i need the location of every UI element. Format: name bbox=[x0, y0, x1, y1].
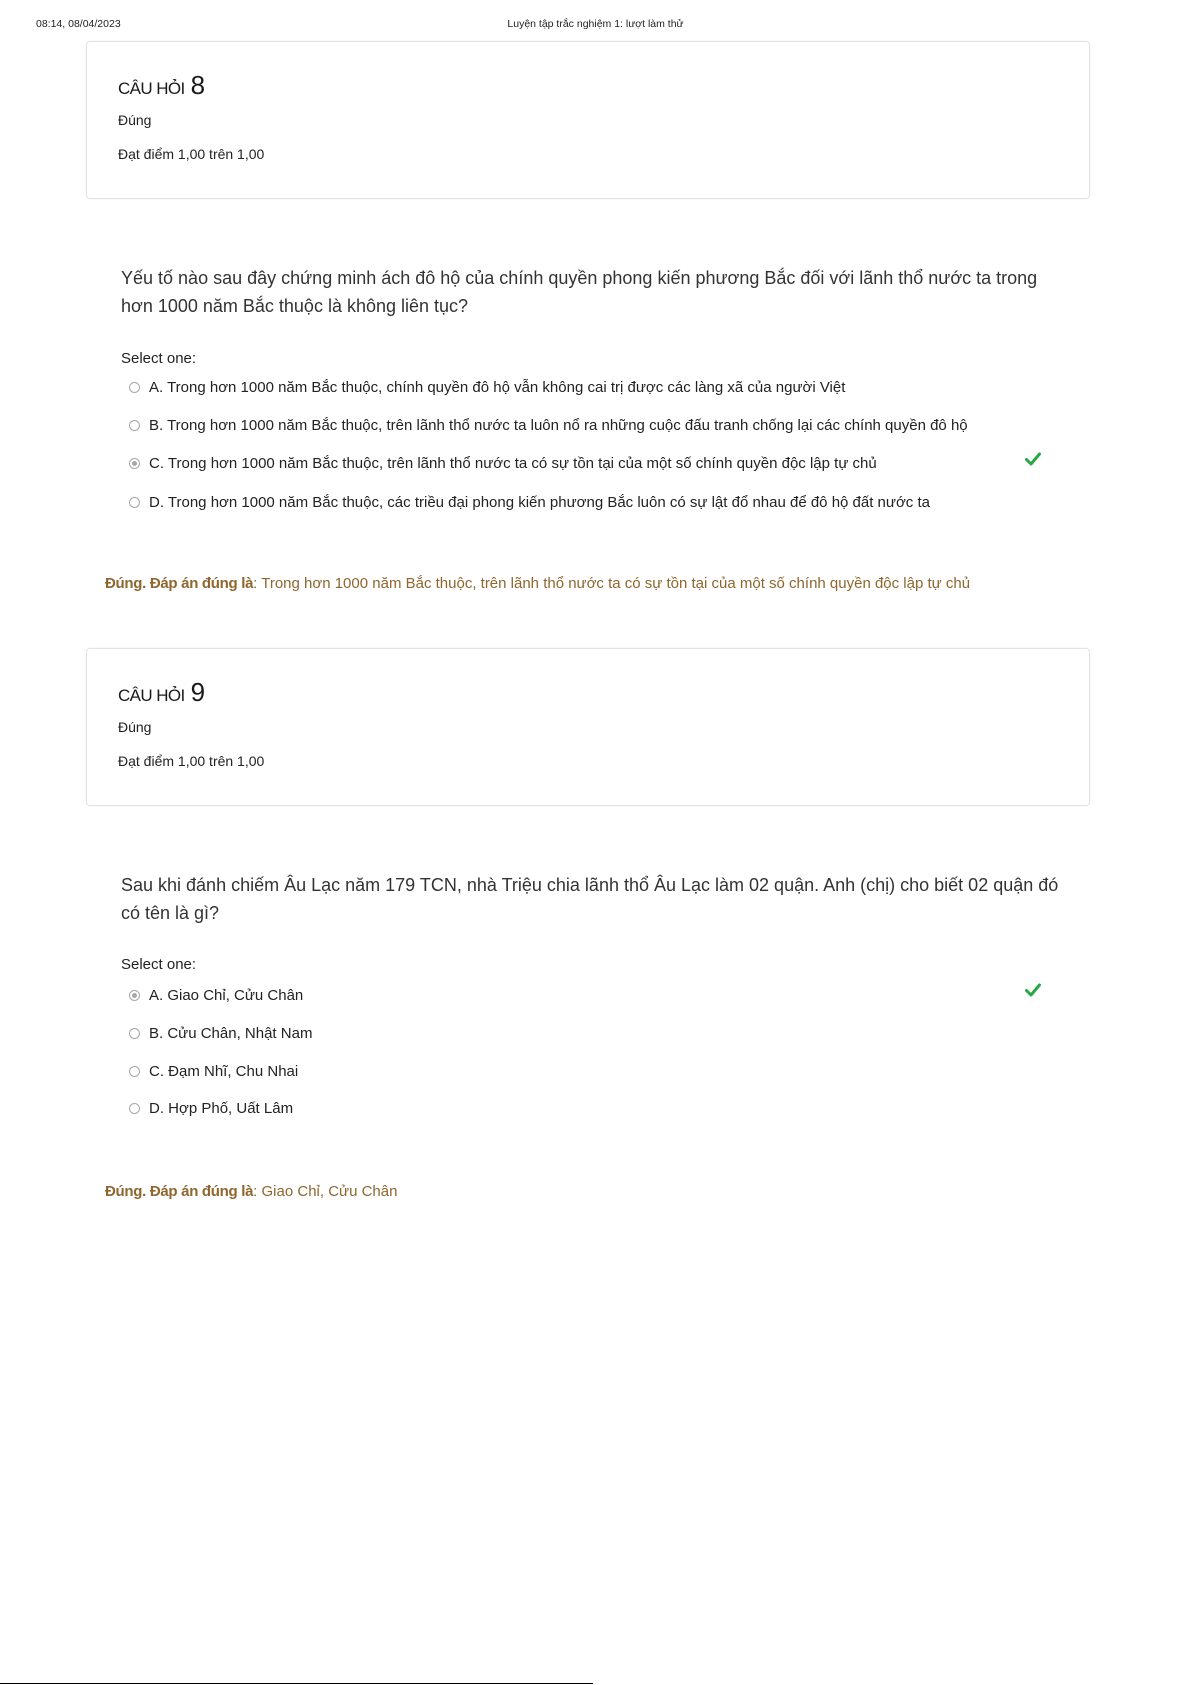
answer-label: B. Cửu Chân, Nhật Nam bbox=[149, 1024, 313, 1042]
question-text: Yếu tố nào sau đây chứng minh ách đô hộ của chính quyền phong kiến phương Bắc đối với lãnh thổ nước ta trong hơn 1000 năm Bắc thuộc là không liên tục? bbox=[121, 268, 1038, 316]
radio-icon[interactable] bbox=[129, 497, 140, 508]
answer-option-b[interactable] bbox=[129, 414, 968, 436]
feedback bbox=[105, 575, 970, 592]
print-title: Luyện tập trắc nghiệm 1: lượt làm thử bbox=[507, 18, 684, 30]
select-prompt: Select one: bbox=[121, 350, 197, 367]
answer-option-d[interactable] bbox=[129, 1097, 293, 1119]
feedback bbox=[105, 1183, 397, 1200]
page-footer-rule bbox=[0, 1683, 593, 1684]
question-grade: Đạt điểm 1,00 trên 1,00 bbox=[118, 753, 265, 769]
feedback-label: Đúng. Đáp án đúng là bbox=[105, 1183, 254, 1200]
select-prompt: Select one: bbox=[121, 956, 197, 973]
answer-label: D. Trong hơn 1000 năm Bắc thuộc, các triều đại phong kiến phương Bắc luôn có sự lật đổ nhau để đô hộ đất nước ta bbox=[149, 493, 930, 511]
radio-icon[interactable] bbox=[129, 382, 140, 393]
radio-icon[interactable] bbox=[129, 420, 140, 431]
question-number: CÂU HỎI 8 bbox=[118, 70, 205, 100]
answer-label: C. Trong hơn 1000 năm Bắc thuộc, trên lãnh thổ nước ta có sự tồn tại của một số chính quyền độc lập tự chủ bbox=[149, 454, 877, 472]
radio-checked-icon[interactable] bbox=[129, 458, 140, 469]
answer-option-c[interactable] bbox=[129, 1060, 298, 1082]
question-info-8 bbox=[86, 41, 1090, 199]
answer-label: B. Trong hơn 1000 năm Bắc thuộc, trên lãnh thổ nước ta luôn nổ ra những cuộc đấu tranh chống lại các chính quyền đô hộ bbox=[149, 416, 968, 434]
answer-label: D. Hợp Phố, Uất Lâm bbox=[149, 1099, 294, 1117]
feedback-answer: : Giao Chỉ, Cửu Chân bbox=[253, 1183, 398, 1200]
answer-label: C. Đạm Nhĩ, Chu Nhai bbox=[149, 1062, 299, 1080]
answer-label: A. Giao Chỉ, Cửu Chân bbox=[149, 986, 304, 1004]
radio-icon[interactable] bbox=[129, 1066, 140, 1077]
question-text: Sau khi đánh chiếm Âu Lạc năm 179 TCN, nhà Triệu chia lãnh thổ Âu Lạc làm 02 quận. Anh (chị) cho biết 02 quận đó có tên là gì? bbox=[121, 875, 1059, 923]
check-icon bbox=[1025, 983, 1041, 997]
answer-option-a[interactable] bbox=[129, 376, 845, 398]
radio-checked-icon[interactable] bbox=[129, 990, 140, 1001]
answer-option-d[interactable] bbox=[129, 491, 930, 513]
answer-label: A. Trong hơn 1000 năm Bắc thuộc, chính quyền đô hộ vẫn không cai trị được các làng xã của người Việt bbox=[149, 378, 846, 396]
check-icon bbox=[1025, 452, 1041, 466]
feedback-label: Đúng. Đáp án đúng là bbox=[105, 575, 254, 592]
print-header bbox=[36, 18, 1155, 32]
question-state: Đúng bbox=[118, 719, 152, 735]
radio-icon[interactable] bbox=[129, 1103, 140, 1114]
question-state: Đúng bbox=[118, 112, 152, 128]
question-grade: Đạt điểm 1,00 trên 1,00 bbox=[118, 146, 265, 162]
answer-option-a[interactable] bbox=[129, 984, 303, 1006]
feedback-answer: : Trong hơn 1000 năm Bắc thuộc, trên lãnh thổ nước ta có sự tồn tại của một số chính quyền độc lập tự chủ bbox=[253, 575, 971, 592]
answer-option-b[interactable] bbox=[129, 1022, 312, 1044]
radio-icon[interactable] bbox=[129, 1028, 140, 1039]
question-info-9 bbox=[86, 648, 1090, 806]
question-number: CÂU HỎI 9 bbox=[118, 677, 205, 707]
answer-option-c[interactable] bbox=[129, 452, 877, 474]
print-timestamp: 08:14, 08/04/2023 bbox=[36, 18, 121, 30]
